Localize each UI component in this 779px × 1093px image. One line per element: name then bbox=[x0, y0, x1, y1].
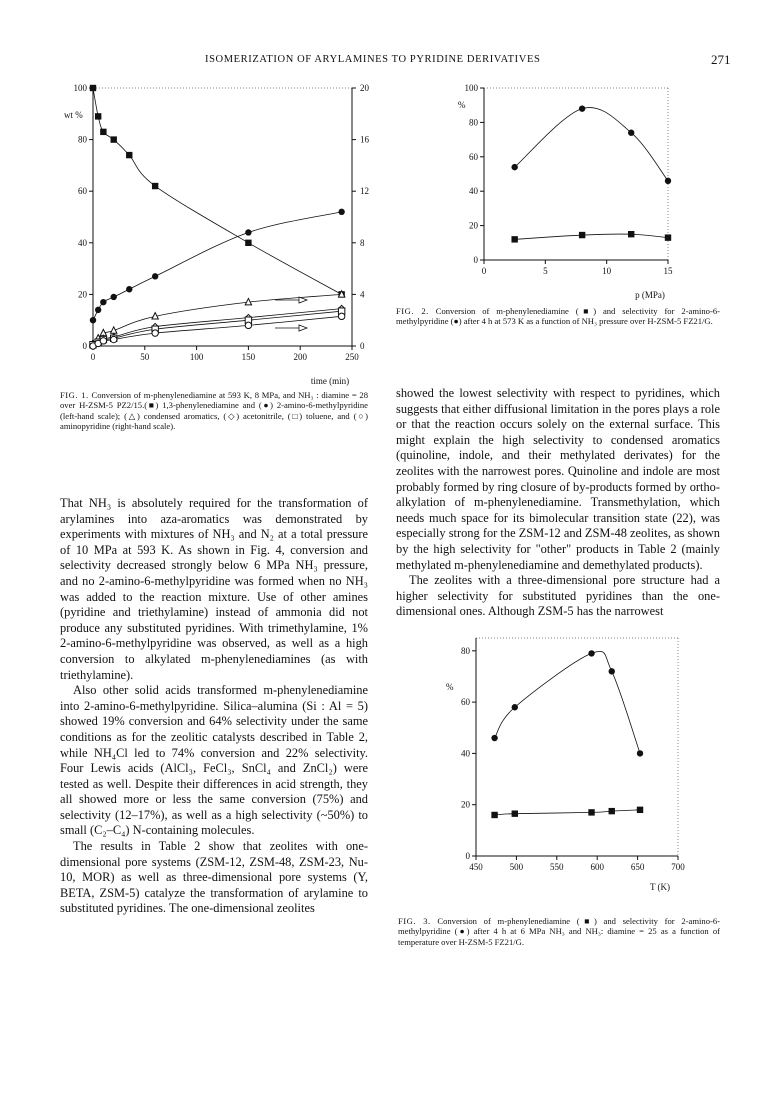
right-paragraph-1: showed the lowest selectivity with respect to pyridines, which suggests that either diffusional limitation in the pores plays a role or that the reaction occurs solely on the external surface. This might explain the high selectivity to condensed aromatics (quinoline, indole, and their methylated derivates) for the zeolites with the narrowest pores. Quinoline and indole are most probably formed by ring closure of by-products formed by ortho-alkylation of m-phenylenediamine. Transmethylation, which needs much space for its bimolecular transition state (22), was especially strong for the ZSM-12 and ZSM-48 zeolites, as shown by the high selectivity for "other" products in Table 2 (mainly methylated m-phenylenediamine and demethylated products). bbox=[396, 386, 720, 572]
fig1-y-tick-label: 0 bbox=[82, 341, 87, 351]
fig2-x-tick-label: 0 bbox=[481, 266, 487, 276]
fig2-y-tick-label: 80 bbox=[469, 117, 478, 128]
fig3-y-tick-label: 60 bbox=[461, 697, 470, 708]
figure-3-caption-label: FIG. 3. bbox=[398, 916, 431, 926]
fig2-y-tick-label: 20 bbox=[469, 220, 478, 231]
fig3-x-tick-label: 450 bbox=[469, 862, 483, 872]
left-column bbox=[60, 496, 368, 917]
right-paragraph-2: The zeolites with a three-dimensional pore structure had a higher selectivity for substituted pyridines than the one-dimensional ones. Although ZSM-5 has the narrowest bbox=[396, 573, 720, 619]
fig2-y-tick-label: 0 bbox=[473, 255, 478, 265]
fig2-x-axis-label: p (MPa) bbox=[635, 290, 665, 300]
fig1-x-tick-label: 200 bbox=[293, 352, 307, 362]
fig3-series-1-point bbox=[588, 809, 594, 815]
fig2-y-tick-label: 40 bbox=[469, 186, 478, 197]
fig3-x-axis-label: T (K) bbox=[649, 882, 671, 892]
fig3-y-tick-label: 80 bbox=[461, 645, 470, 656]
left-paragraph-2: Also other solid acids transformed m-phenylenediamine into 2-amino-6-methylpyridine. Silica–alumina (Si : Al = 5) showed 19% conversion and 64% selectivity under the same conditions as for the zeolitic catalysts described in Table 2, while NH₄Cl led to 74% conversion and 22% selectivity. Four Lewis acids (AlCl₃, FeCl₃, SnCl₄ and ZnCl₂) were tested as well. Despite their differences in acid strength, they all showed more or less the same conversion (75%) and selectivity (12–17%), as well as a high selectivity (~50%) to small (C₂–C₄) N-containing molecules. bbox=[60, 683, 368, 838]
right-column bbox=[396, 386, 720, 620]
fig2-y-tick-label: 60 bbox=[469, 151, 478, 162]
fig3-y-tick-label: 0 bbox=[465, 851, 470, 861]
fig3-series-0-point bbox=[491, 735, 497, 741]
fig1-y-tick-label: 40 bbox=[78, 237, 87, 248]
fig3-series-0-point bbox=[512, 704, 518, 710]
left-paragraph-1: That NH₃ is absolutely required for the transformation of arylamines into aza-aromatics was demonstrated by experiments with mixtures of NH₃ and N₂ at a total pressure of 10 MPa at 593 K. As shown in Fig. 4, conversion and selectivity decreased strongly below 6 MPa NH₃ pressure, and no 2-amino-6-methylpyridine was formed when no NH₃ was added to the reaction mixture. Use of other amines (pyridine and triethylamine) instead of ammonia did not produce any substituted pyridines. With trimethylamine, 1% 2-amino-6-methylpyridine was observed, as well as a high conversion to alkylated m-phenylenediamines (as with triethylamine). bbox=[60, 496, 368, 682]
figure-2-caption-label: FIG. 2. bbox=[396, 306, 429, 316]
fig3-series-0-line bbox=[495, 651, 640, 753]
fig3-y-tick-label: 40 bbox=[461, 748, 470, 759]
fig3-series-1-point bbox=[637, 807, 643, 813]
figure-2-caption-text: Conversion of m-phenylenediamine (■) and selectivity for 2-amino-6-methylpyridine (●) after 4 h at 573 K as a function of NH₃ pressure over H-ZSM-5 FZ21/G. bbox=[396, 306, 721, 327]
fig2-x-tick-label: 10 bbox=[602, 266, 612, 276]
fig1-y2-tick-label: 16 bbox=[360, 134, 369, 145]
left-paragraph-3: The results in Table 2 show that zeolites with one-dimensional pore systems (ZSM-12, ZSM-48, ZSM-23, Nu-10, MOR) as well as three-dimensional pore systems (Y, BETA, ZSM-5) catalyze the transformation of arylamine to substituted pyridines. The one-dimensional zeolites bbox=[60, 839, 368, 916]
fig3-series-1-point bbox=[609, 808, 615, 814]
fig1-y2-tick-label: 12 bbox=[360, 186, 369, 197]
fig1-x-tick-label: 150 bbox=[241, 352, 256, 362]
fig2-y-axis-label: % bbox=[458, 100, 466, 110]
fig1-x-tick-label: 250 bbox=[345, 352, 359, 362]
fig1-y-tick-label: 80 bbox=[78, 134, 87, 145]
fig3-x-tick-label: 600 bbox=[590, 862, 604, 872]
fig1-y2-tick-label: 4 bbox=[360, 289, 365, 300]
fig1-y2-tick-label: 8 bbox=[360, 237, 365, 248]
fig1-y-tick-label: 20 bbox=[78, 289, 87, 300]
fig1-x-tick-label: 100 bbox=[189, 352, 204, 362]
fig3-series-1-point bbox=[491, 812, 497, 818]
fig3-x-tick-label: 650 bbox=[630, 862, 645, 872]
page-number: 271 bbox=[711, 52, 731, 67]
fig1-x-tick-label: 0 bbox=[90, 352, 96, 362]
fig3-series-0-point bbox=[609, 668, 615, 674]
fig3-y-axis-label: % bbox=[446, 682, 454, 692]
fig2-x-tick-label: 5 bbox=[543, 266, 548, 276]
fig2-y-tick-label: 100 bbox=[464, 83, 478, 93]
figure-1-caption-label: FIG. 1. bbox=[60, 390, 89, 400]
fig1-y2-tick-label: 0 bbox=[360, 341, 365, 351]
fig3-y-tick-label: 20 bbox=[461, 799, 470, 810]
fig1-y-tick-label: 60 bbox=[78, 186, 87, 197]
fig2-x-tick-label: 15 bbox=[663, 266, 673, 276]
figure-3-caption-text: Conversion of m-phenylenediamine (■) and selectivity for 2-amino-6-methylpyridine (●) after 4 h at 6 MPa NH₃ and NH₃: diamine = 25 as a function of temperature over H-ZSM-5 FZ21/G. bbox=[398, 916, 721, 947]
fig3-x-tick-label: 700 bbox=[671, 862, 685, 872]
fig3-x-tick-label: 500 bbox=[509, 862, 524, 872]
fig1-x-tick-label: 50 bbox=[140, 352, 150, 362]
figure-1-caption-text: Conversion of m-phenylenediamine at 593 K, 8 MPa, and NH₃ : diamine = 28 over H-ZSM-5 PZ2/15.(■) 1,3-phenylenediamine and (●) 2-amino-6-methylpyridine (left-hand scale); (△) condensed aromatics, (◇) acetonitrile, (□) toluene, and (○) aminopyridine (right-hand scale). bbox=[60, 390, 369, 432]
running-head: ISOMERIZATION OF ARYLAMINES TO PYRIDINE DERIVATIVES bbox=[205, 54, 541, 65]
fig1-y-tick-label: 100 bbox=[73, 83, 87, 93]
fig1-y-axis-label: wt % bbox=[64, 110, 83, 120]
fig3-series-0-point bbox=[637, 750, 643, 756]
fig3-series-0-point bbox=[588, 650, 594, 656]
fig1-y2-tick-label: 20 bbox=[360, 83, 369, 93]
fig3-series-1-point bbox=[512, 810, 518, 816]
fig3-x-tick-label: 550 bbox=[550, 862, 564, 872]
fig1-x-axis-label: time (min) bbox=[310, 376, 350, 386]
figure-3-caption bbox=[398, 916, 720, 947]
